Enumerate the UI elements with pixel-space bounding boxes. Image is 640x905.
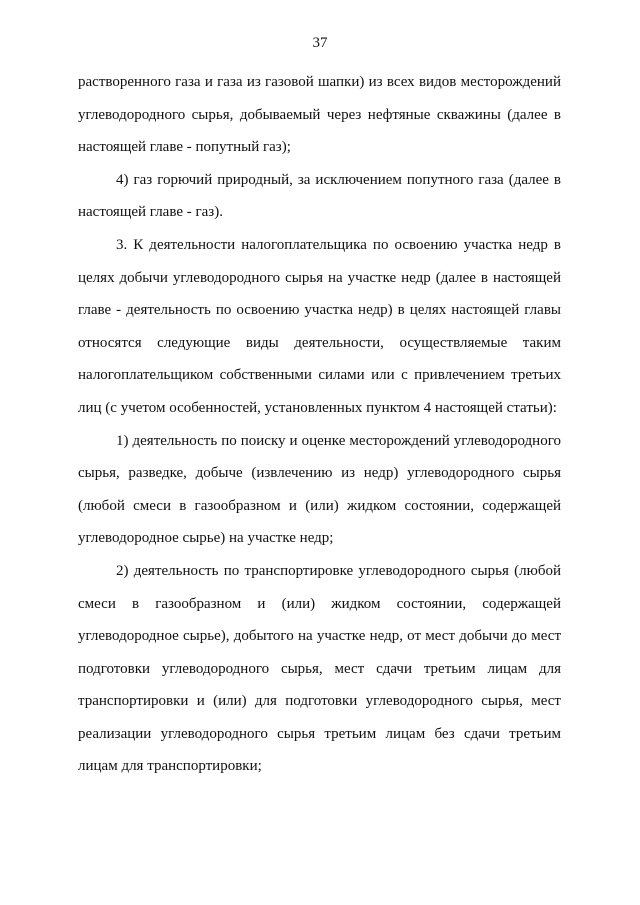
text-line: 3. К деятельности налогоплательщика по освоению участка недр в bbox=[116, 236, 561, 253]
text-line: транспортировки и (или) для подготовки углеводородного сырья, мест bbox=[78, 693, 561, 710]
document-body bbox=[78, 66, 561, 783]
paragraph-item-2 bbox=[78, 555, 561, 783]
text-line: настоящей главе - газ). bbox=[78, 204, 223, 221]
text-line: углеводородное сырье), добытого на участке недр, от мест добычи до мест bbox=[78, 628, 561, 645]
paragraph-item-4 bbox=[78, 164, 561, 229]
paragraph-item-1 bbox=[78, 425, 561, 555]
text-line: углеводородного сырья, добываемый через нефтяные скважины (далее в bbox=[78, 106, 561, 123]
text-line: относятся следующие виды деятельности, осуществляемые таким bbox=[78, 334, 561, 351]
text-line: смеси в газообразном и (или) жидком состоянии, содержащей bbox=[78, 595, 561, 612]
paragraph-continuation bbox=[78, 66, 561, 164]
paragraph-clause-3 bbox=[78, 229, 561, 425]
text-line: углеводородное сырье) на участке недр; bbox=[78, 530, 334, 547]
text-line: реализации углеводородного сырья третьим лицам без сдачи третьим bbox=[78, 725, 561, 742]
text-line: лицам для транспортировки; bbox=[78, 758, 262, 775]
page-number: 37 bbox=[312, 35, 328, 51]
text-line: 4) газ горючий природный, за исключением попутного газа (далее в bbox=[116, 171, 561, 188]
text-line: сырья, разведке, добыче (извлечению из недр) углеводородного сырья bbox=[78, 465, 561, 482]
text-line: налогоплательщиком собственными силами или с привлечением третьих bbox=[78, 367, 561, 384]
text-line: (любой смеси в газообразном и (или) жидком состоянии, содержащей bbox=[78, 497, 561, 514]
text-line: главе - деятельность по освоению участка недр) в целях настоящей главы bbox=[78, 302, 561, 319]
text-line: 2) деятельность по транспортировке углеводородного сырья (любой bbox=[116, 562, 561, 579]
text-line: растворенного газа и газа из газовой шапки) из всех видов месторождений bbox=[78, 74, 561, 90]
text-line: 1) деятельность по поиску и оценке месторождений углеводородного bbox=[116, 432, 561, 449]
text-line: настоящей главе - попутный газ); bbox=[78, 139, 291, 156]
text-line: целях добычи углеводородного сырья на участке недр (далее в настоящей bbox=[78, 269, 561, 286]
text-line: лиц (с учетом особенностей, установленных пунктом 4 настоящей статьи): bbox=[78, 399, 557, 416]
text-line: подготовки углеводородного сырья, мест сдачи третьим лицам для bbox=[78, 660, 561, 677]
